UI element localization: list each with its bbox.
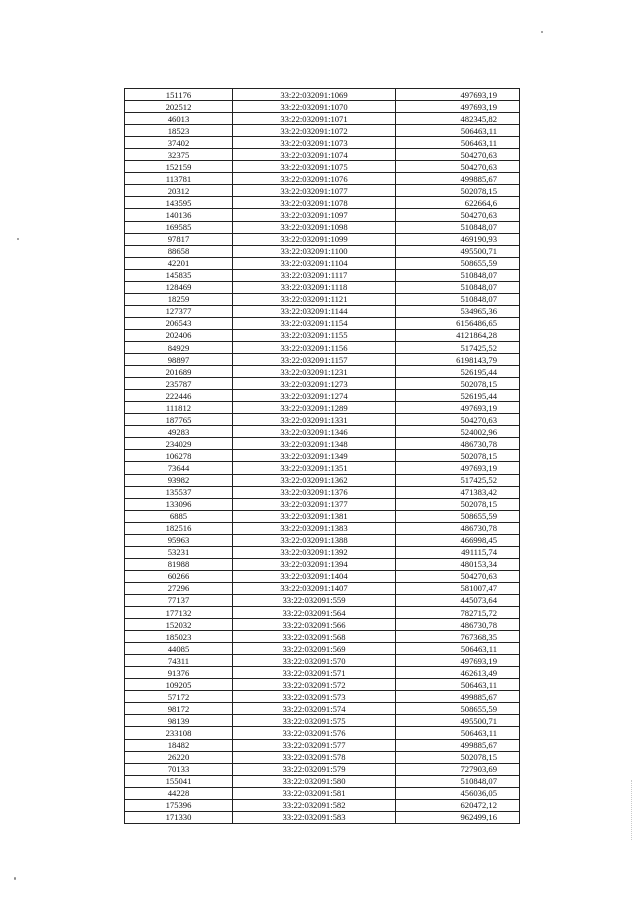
table-row	[125, 607, 520, 619]
cadastral-number-cell: 33:22:032091:568	[233, 631, 396, 643]
cadastral-value-cell: 499885,67	[396, 173, 520, 185]
cadastral-value-cell: 767368,35	[396, 631, 520, 643]
row-number-cell: 70133	[125, 763, 233, 775]
table-row	[125, 751, 520, 763]
table-row	[125, 293, 520, 305]
table-row	[125, 209, 520, 221]
table-row	[125, 113, 520, 125]
cadastral-number-cell: 33:22:032091:574	[233, 703, 396, 715]
cadastral-number-cell: 33:22:032091:575	[233, 715, 396, 727]
table-row	[125, 101, 520, 113]
table-row	[125, 185, 520, 197]
scan-speck	[17, 238, 19, 240]
cadastral-value-cell: 534965,36	[396, 305, 520, 317]
row-number-cell: 73644	[125, 462, 233, 474]
cadastral-number-cell: 33:22:032091:572	[233, 679, 396, 691]
row-number-cell: 18259	[125, 293, 233, 305]
cadastral-number-cell: 33:22:032091:1154	[233, 317, 396, 329]
cadastral-value-cell: 526195,44	[396, 366, 520, 378]
cadastral-value-cell: 4121864,28	[396, 329, 520, 341]
cadastral-number-cell: 33:22:032091:569	[233, 643, 396, 655]
cadastral-number-cell: 33:22:032091:573	[233, 691, 396, 703]
table-row	[125, 221, 520, 233]
row-number-cell: 185023	[125, 631, 233, 643]
table-row	[125, 341, 520, 353]
cadastral-value-cell: 622664,6	[396, 197, 520, 209]
cadastral-number-cell: 33:22:032091:583	[233, 811, 396, 823]
table-row	[125, 811, 520, 823]
table-row	[125, 522, 520, 534]
row-number-cell: 175396	[125, 799, 233, 811]
table-row	[125, 149, 520, 161]
row-number-cell: 113781	[125, 173, 233, 185]
cadastral-number-cell: 33:22:032091:1076	[233, 173, 396, 185]
table-row	[125, 763, 520, 775]
cadastral-number-cell: 33:22:032091:1072	[233, 125, 396, 137]
row-number-cell: 88658	[125, 245, 233, 257]
cadastral-value-cell: 466998,45	[396, 534, 520, 546]
table-row	[125, 317, 520, 329]
table-row	[125, 775, 520, 787]
scan-speck	[14, 877, 16, 880]
cadastral-number-cell: 33:22:032091:1231	[233, 366, 396, 378]
table-row	[125, 643, 520, 655]
cadastral-value-cell: 502078,15	[396, 498, 520, 510]
cadastral-value-cell: 499885,67	[396, 691, 520, 703]
cadastral-value-cell: 497693,19	[396, 655, 520, 667]
row-number-cell: 133096	[125, 498, 233, 510]
table-row	[125, 329, 520, 341]
table-row	[125, 799, 520, 811]
scan-edge-mark	[630, 780, 632, 840]
cadastral-number-cell: 33:22:032091:1346	[233, 426, 396, 438]
cadastral-number-cell: 33:22:032091:576	[233, 727, 396, 739]
cadastral-value-cell: 486730,78	[396, 619, 520, 631]
cadastral-number-cell: 33:22:032091:1097	[233, 209, 396, 221]
cadastral-value-cell: 497693,19	[396, 89, 520, 101]
table-row	[125, 727, 520, 739]
cadastral-number-cell: 33:22:032091:1331	[233, 414, 396, 426]
row-number-cell: 26220	[125, 751, 233, 763]
cadastral-number-cell: 33:22:032091:1117	[233, 269, 396, 281]
cadastral-value-cell: 471383,42	[396, 486, 520, 498]
row-number-cell: 20312	[125, 185, 233, 197]
cadastral-number-cell: 33:22:032091:566	[233, 619, 396, 631]
cadastral-number-cell: 33:22:032091:1376	[233, 486, 396, 498]
row-number-cell: 152032	[125, 619, 233, 631]
table-row	[125, 582, 520, 594]
table-row	[125, 739, 520, 751]
cadastral-value-cell: 497693,19	[396, 462, 520, 474]
scan-speck	[541, 31, 543, 33]
cadastral-number-cell: 33:22:032091:564	[233, 607, 396, 619]
cadastral-value-cell: 6198143,79	[396, 354, 520, 366]
cadastral-number-cell: 33:22:032091:1392	[233, 546, 396, 558]
table-row	[125, 667, 520, 679]
row-number-cell: 135537	[125, 486, 233, 498]
cadastral-number-cell: 33:22:032091:571	[233, 667, 396, 679]
cadastral-number-cell: 33:22:032091:1071	[233, 113, 396, 125]
cadastral-value-cell: 506463,11	[396, 727, 520, 739]
row-number-cell: 77137	[125, 594, 233, 606]
row-number-cell: 140136	[125, 209, 233, 221]
row-number-cell: 128469	[125, 281, 233, 293]
cadastral-value-cell: 620472,12	[396, 799, 520, 811]
cadastral-value-cell: 510848,07	[396, 281, 520, 293]
cadastral-value-cell: 6156486,65	[396, 317, 520, 329]
cadastral-value-cell: 510848,07	[396, 775, 520, 787]
row-number-cell: 106278	[125, 450, 233, 462]
cadastral-number-cell: 33:22:032091:1289	[233, 402, 396, 414]
cadastral-number-cell: 33:22:032091:559	[233, 594, 396, 606]
row-number-cell: 177132	[125, 607, 233, 619]
table-row	[125, 197, 520, 209]
table-row	[125, 715, 520, 727]
table-row	[125, 462, 520, 474]
table-row	[125, 366, 520, 378]
cadastral-value-cell: 517425,52	[396, 341, 520, 353]
cadastral-number-cell: 33:22:032091:1100	[233, 245, 396, 257]
row-number-cell: 18523	[125, 125, 233, 137]
cadastral-number-cell: 33:22:032091:1377	[233, 498, 396, 510]
cadastral-number-cell: 33:22:032091:570	[233, 655, 396, 667]
row-number-cell: 57172	[125, 691, 233, 703]
row-number-cell: 98172	[125, 703, 233, 715]
row-number-cell: 44228	[125, 787, 233, 799]
row-number-cell: 60266	[125, 570, 233, 582]
cadastral-number-cell: 33:22:032091:1118	[233, 281, 396, 293]
table-row	[125, 558, 520, 570]
row-number-cell: 53231	[125, 546, 233, 558]
cadastral-value-cell: 510848,07	[396, 269, 520, 281]
cadastral-value-cell: 486730,78	[396, 438, 520, 450]
cadastral-value-cell: 506463,11	[396, 679, 520, 691]
row-number-cell: 222446	[125, 390, 233, 402]
cadastral-value-cell: 506463,11	[396, 643, 520, 655]
row-number-cell: 37402	[125, 137, 233, 149]
cadastral-number-cell: 33:22:032091:1407	[233, 582, 396, 594]
row-number-cell: 42201	[125, 257, 233, 269]
cadastral-number-cell: 33:22:032091:1362	[233, 474, 396, 486]
cadastral-value-cell: 497693,19	[396, 402, 520, 414]
table-row	[125, 378, 520, 390]
row-number-cell: 93982	[125, 474, 233, 486]
cadastral-number-cell: 33:22:032091:1388	[233, 534, 396, 546]
table-row	[125, 269, 520, 281]
row-number-cell: 46013	[125, 113, 233, 125]
cadastral-number-cell: 33:22:032091:1098	[233, 221, 396, 233]
row-number-cell: 233108	[125, 727, 233, 739]
cadastral-value-cell: 491115,74	[396, 546, 520, 558]
cadastral-value-cell: 445073,64	[396, 594, 520, 606]
cadastral-number-cell: 33:22:032091:1349	[233, 450, 396, 462]
table-row	[125, 594, 520, 606]
cadastral-value-cell: 504270,63	[396, 149, 520, 161]
cadastral-number-cell: 33:22:032091:1383	[233, 522, 396, 534]
cadastral-number-cell: 33:22:032091:1121	[233, 293, 396, 305]
cadastral-number-cell: 33:22:032091:1156	[233, 341, 396, 353]
cadastral-value-cell: 495500,71	[396, 715, 520, 727]
cadastral-number-cell: 33:22:032091:1070	[233, 101, 396, 113]
table-row	[125, 510, 520, 522]
row-number-cell: 202406	[125, 329, 233, 341]
row-number-cell: 127377	[125, 305, 233, 317]
cadastral-number-cell: 33:22:032091:579	[233, 763, 396, 775]
cadastral-number-cell: 33:22:032091:580	[233, 775, 396, 787]
cadastral-value-cell: 462613,49	[396, 667, 520, 679]
cadastral-number-cell: 33:22:032091:1077	[233, 185, 396, 197]
cadastral-value-cell: 508655,59	[396, 510, 520, 522]
table-row	[125, 486, 520, 498]
row-number-cell: 201689	[125, 366, 233, 378]
table-row	[125, 787, 520, 799]
cadastral-value-cell: 506463,11	[396, 125, 520, 137]
row-number-cell: 95963	[125, 534, 233, 546]
cadastral-value-cell: 510848,07	[396, 293, 520, 305]
cadastral-number-cell: 33:22:032091:1381	[233, 510, 396, 522]
cadastral-value-table	[124, 88, 520, 824]
table-row	[125, 619, 520, 631]
table-row	[125, 631, 520, 643]
cadastral-number-cell: 33:22:032091:578	[233, 751, 396, 763]
row-number-cell: 98897	[125, 354, 233, 366]
cadastral-number-cell: 33:22:032091:1073	[233, 137, 396, 149]
cadastral-value-cell: 486730,78	[396, 522, 520, 534]
table-row	[125, 233, 520, 245]
table-row	[125, 125, 520, 137]
row-number-cell: 169585	[125, 221, 233, 233]
row-number-cell: 27296	[125, 582, 233, 594]
table-row	[125, 390, 520, 402]
table-row	[125, 281, 520, 293]
table-row	[125, 426, 520, 438]
cadastral-value-cell: 504270,63	[396, 570, 520, 582]
table-row	[125, 655, 520, 667]
cadastral-number-cell: 33:22:032091:1274	[233, 390, 396, 402]
table-row	[125, 691, 520, 703]
row-number-cell: 145835	[125, 269, 233, 281]
cadastral-value-cell: 517425,52	[396, 474, 520, 486]
cadastral-value-cell: 497693,19	[396, 101, 520, 113]
row-number-cell: 151176	[125, 89, 233, 101]
table-row	[125, 534, 520, 546]
cadastral-value-cell: 495500,71	[396, 245, 520, 257]
cadastral-value-cell: 502078,15	[396, 450, 520, 462]
cadastral-number-cell: 33:22:032091:1144	[233, 305, 396, 317]
row-number-cell: 171330	[125, 811, 233, 823]
row-number-cell: 187765	[125, 414, 233, 426]
table-row	[125, 438, 520, 450]
table-row	[125, 245, 520, 257]
row-number-cell: 182516	[125, 522, 233, 534]
table-row	[125, 498, 520, 510]
cadastral-value-cell: 506463,11	[396, 137, 520, 149]
table-row	[125, 161, 520, 173]
row-number-cell: 152159	[125, 161, 233, 173]
cadastral-value-cell: 510848,07	[396, 221, 520, 233]
cadastral-number-cell: 33:22:032091:1074	[233, 149, 396, 161]
row-number-cell: 84929	[125, 341, 233, 353]
row-number-cell: 109205	[125, 679, 233, 691]
table-row	[125, 570, 520, 582]
table-body	[125, 89, 520, 824]
cadastral-value-cell: 962499,16	[396, 811, 520, 823]
row-number-cell: 32375	[125, 149, 233, 161]
cadastral-value-cell: 727903,69	[396, 763, 520, 775]
table-row	[125, 137, 520, 149]
table-row	[125, 703, 520, 715]
table-row	[125, 450, 520, 462]
row-number-cell: 49283	[125, 426, 233, 438]
row-number-cell: 143595	[125, 197, 233, 209]
table-row	[125, 305, 520, 317]
row-number-cell: 155041	[125, 775, 233, 787]
cadastral-value-cell: 499885,67	[396, 739, 520, 751]
cadastral-value-cell: 504270,63	[396, 161, 520, 173]
row-number-cell: 18482	[125, 739, 233, 751]
table-row	[125, 474, 520, 486]
cadastral-number-cell: 33:22:032091:577	[233, 739, 396, 751]
cadastral-value-cell: 502078,15	[396, 378, 520, 390]
row-number-cell: 6885	[125, 510, 233, 522]
cadastral-number-cell: 33:22:032091:1155	[233, 329, 396, 341]
table-row	[125, 354, 520, 366]
cadastral-value-cell: 504270,63	[396, 209, 520, 221]
cadastral-value-cell: 782715,72	[396, 607, 520, 619]
table-row	[125, 546, 520, 558]
table-row	[125, 402, 520, 414]
table-row	[125, 679, 520, 691]
table-row	[125, 173, 520, 185]
cadastral-number-cell: 33:22:032091:1404	[233, 570, 396, 582]
cadastral-value-cell: 524002,96	[396, 426, 520, 438]
cadastral-number-cell: 33:22:032091:1078	[233, 197, 396, 209]
cadastral-number-cell: 33:22:032091:1069	[233, 89, 396, 101]
cadastral-value-cell: 482345,82	[396, 113, 520, 125]
row-number-cell: 111812	[125, 402, 233, 414]
table-row	[125, 257, 520, 269]
cadastral-number-cell: 33:22:032091:1075	[233, 161, 396, 173]
cadastral-value-cell: 456036,05	[396, 787, 520, 799]
row-number-cell: 81988	[125, 558, 233, 570]
cadastral-value-cell: 508655,59	[396, 703, 520, 715]
cadastral-number-cell: 33:22:032091:1157	[233, 354, 396, 366]
row-number-cell: 44085	[125, 643, 233, 655]
cadastral-value-cell: 508655,59	[396, 257, 520, 269]
cadastral-value-cell: 502078,15	[396, 185, 520, 197]
row-number-cell: 91376	[125, 667, 233, 679]
cadastral-number-cell: 33:22:032091:582	[233, 799, 396, 811]
cadastral-number-cell: 33:22:032091:581	[233, 787, 396, 799]
table-row	[125, 89, 520, 101]
cadastral-value-cell: 502078,15	[396, 751, 520, 763]
row-number-cell: 202512	[125, 101, 233, 113]
row-number-cell: 234029	[125, 438, 233, 450]
cadastral-number-cell: 33:22:032091:1394	[233, 558, 396, 570]
table-row	[125, 414, 520, 426]
cadastral-number-cell: 33:22:032091:1104	[233, 257, 396, 269]
row-number-cell: 97817	[125, 233, 233, 245]
cadastral-value-cell: 469190,93	[396, 233, 520, 245]
cadastral-value-cell: 526195,44	[396, 390, 520, 402]
cadastral-number-cell: 33:22:032091:1348	[233, 438, 396, 450]
cadastral-number-cell: 33:22:032091:1273	[233, 378, 396, 390]
row-number-cell: 74311	[125, 655, 233, 667]
cadastral-value-cell: 504270,63	[396, 414, 520, 426]
cadastral-value-cell: 480153,34	[396, 558, 520, 570]
row-number-cell: 98139	[125, 715, 233, 727]
cadastral-number-cell: 33:22:032091:1351	[233, 462, 396, 474]
cadastral-value-cell: 581007,47	[396, 582, 520, 594]
row-number-cell: 206543	[125, 317, 233, 329]
cadastral-number-cell: 33:22:032091:1099	[233, 233, 396, 245]
row-number-cell: 235787	[125, 378, 233, 390]
